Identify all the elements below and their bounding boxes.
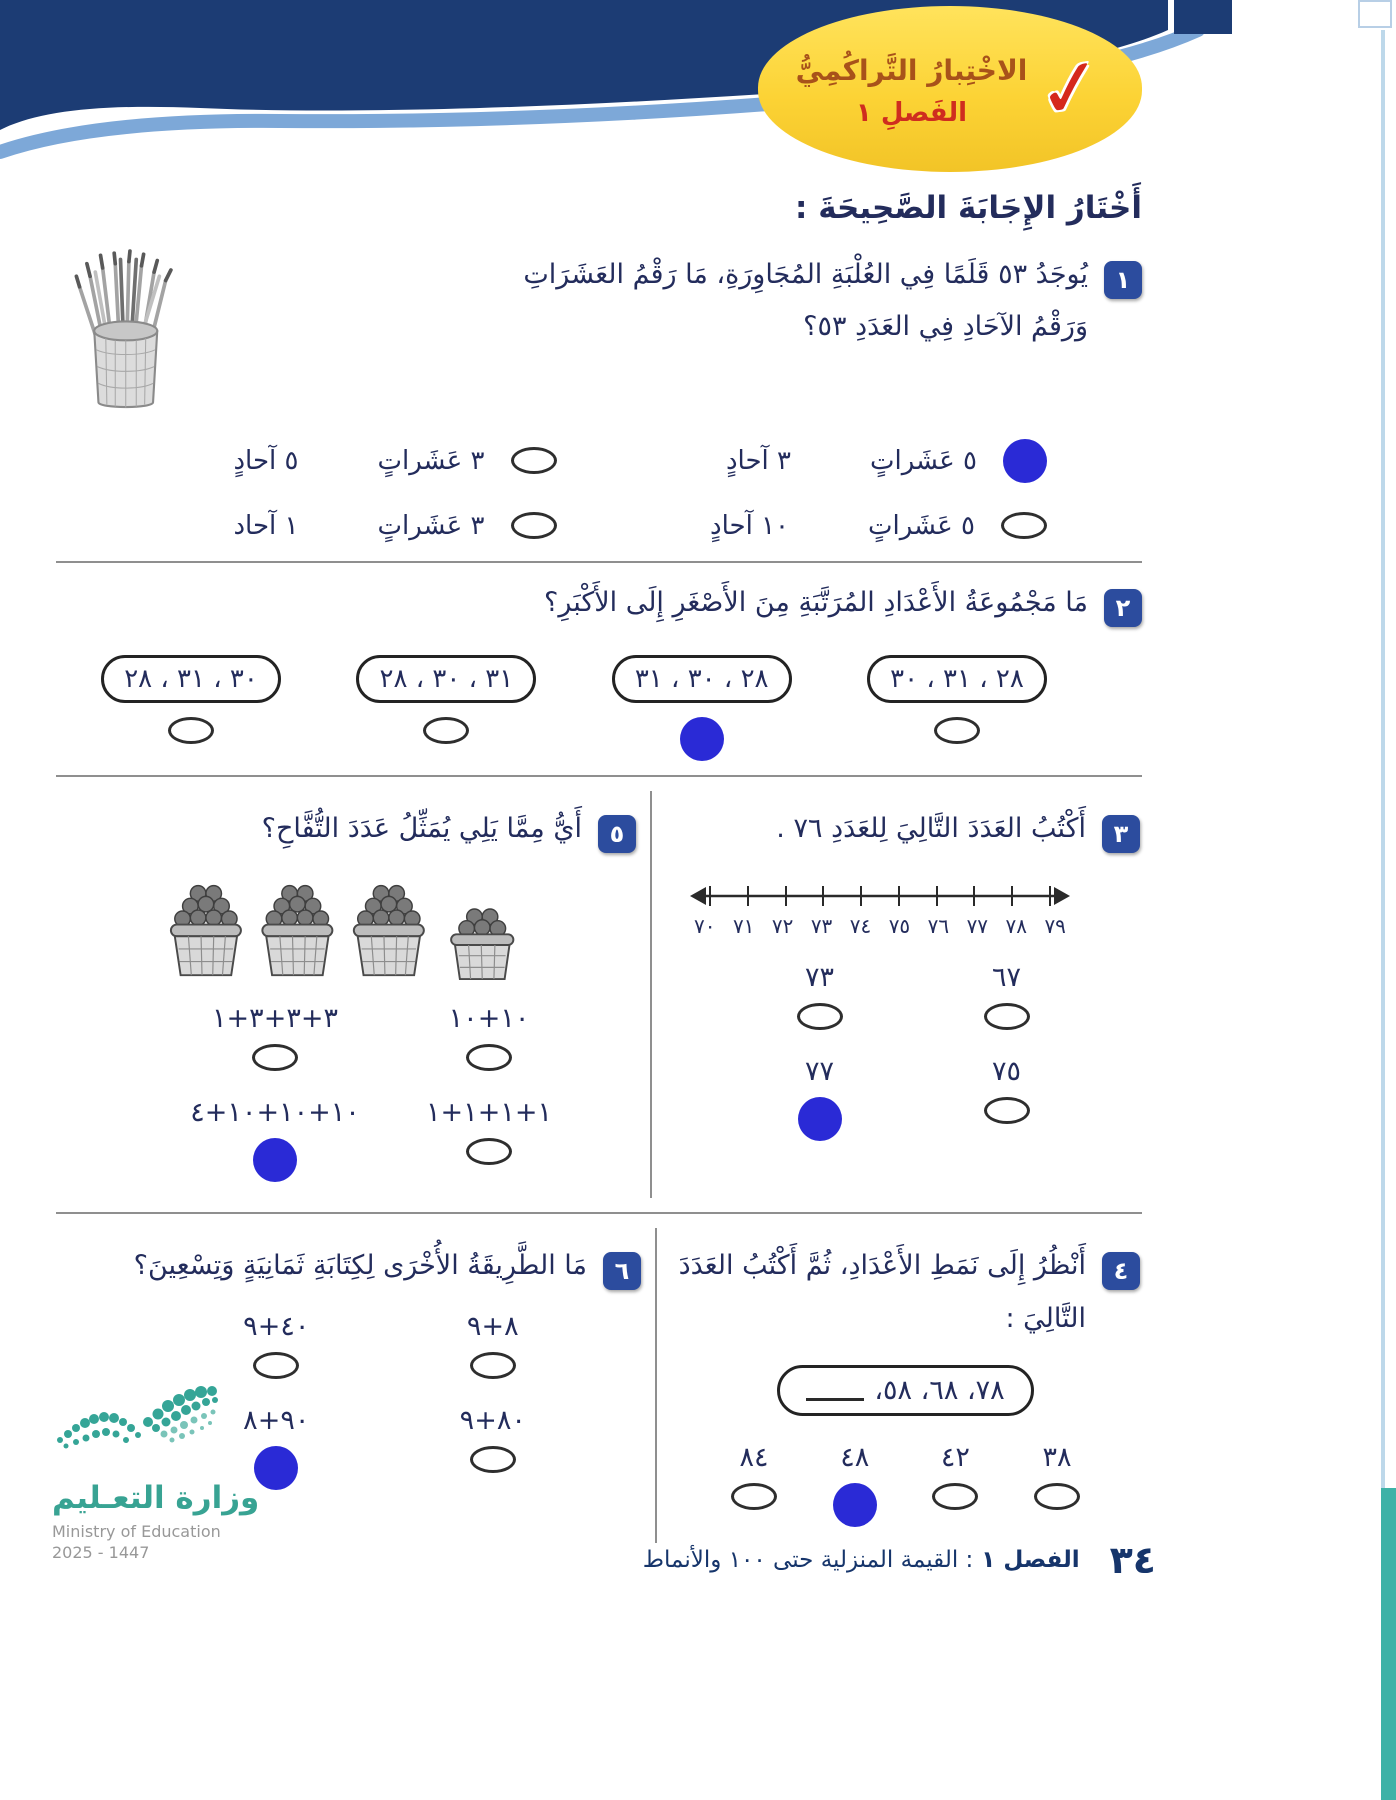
answer-option [426,1097,552,1182]
section-divider [56,561,1142,563]
answer-option [66,511,557,541]
option-label: ٩٠+٨ [243,1404,310,1436]
question-4-text: أَنْظُرُ إِلَى نَمَطِ الأَعْدَادِ، ثُمَّ أَكْتُبُ العَدَدَ التَّالِيَ : [678,1249,1086,1334]
option-label: ٣٨ [1042,1442,1072,1474]
answer-option [984,1056,1030,1141]
number-line-label: ٧٢ [771,913,794,938]
question-3-text: أَكْتُبُ العَدَدَ التَّالِيَ لِلعَدَدِ ٧٦ . [776,813,1086,845]
answer-radio[interactable] [731,1483,777,1510]
answer-radio[interactable] [932,1483,978,1510]
number-line-label: ٧٥ [888,913,911,938]
question-4 [657,1228,1142,1543]
answer-option [557,511,1048,541]
answer-radio[interactable] [797,1003,843,1030]
corner-tab [1358,0,1392,28]
answer-option [101,655,281,761]
answer-option [612,655,792,761]
option-pill: ٢٨ ، ٣١ ، ٣٠ [867,655,1047,703]
answer-radio[interactable] [252,1044,298,1071]
question-5-text: أَيُّ مِمَّا يَلِي يُمَثِّلُ عَدَدَ التُّفَّاحِ؟ [261,813,582,845]
answer-radio[interactable] [466,1044,512,1071]
middle-section [56,791,1142,1198]
option-pill: ٣١ ، ٣٠ ، ٢٨ [356,655,536,703]
page-number: ٣٤ [1109,1538,1156,1582]
option-tens-label: ٥ عَشَراتٍ [870,445,977,476]
answer-option [932,1442,978,1527]
answer-option [460,1405,526,1490]
question-2-number-badge: ٢ [1104,589,1142,627]
apple-baskets-image [58,870,636,985]
number-line-label: ٧٤ [849,913,872,938]
answer-radio[interactable] [511,447,557,474]
question-5-options [168,1003,596,1182]
question-2-options [101,655,1047,761]
number-line-label: ٧٧ [966,913,989,938]
question-1-options [66,439,1047,541]
option-label: ١+١+١+١ [426,1096,552,1128]
question-6-text: مَا الطَّرِيقَةُ الأُخْرَى لِكِتَابَةِ ثَمَانِيَةٍ وَتِسْعِينَ؟ [133,1249,587,1281]
answer-radio[interactable] [511,512,557,539]
page-edge-line [1381,30,1385,1488]
answer-radio[interactable] [168,717,214,744]
option-label: ٤٠+٩ [243,1310,310,1342]
option-pill: ٢٨ ، ٣٠ ، ٣١ [612,655,792,703]
option-label: ٦٧ [992,961,1022,993]
option-tens-label: ٥ عَشَراتٍ [868,510,975,541]
question-3 [652,791,1142,1198]
option-label: ١٠+١٠ [448,1002,530,1034]
option-label: ٤٢ [940,1442,970,1474]
number-line-labels [680,914,1080,938]
answer-option [449,1003,530,1071]
answer-option [557,439,1048,483]
option-tens-label: ٣ عَشَراتٍ [377,510,485,541]
answer-option [212,1003,338,1071]
option-label: ٨+٩ [466,1310,519,1342]
pattern-numbers: ٧٨، ٦٨، ٥٨، [874,1375,1005,1407]
cumulative-test-badge [758,6,1142,172]
answer-radio[interactable] [833,1483,877,1527]
answer-option [467,1311,519,1379]
checkmark-icon: ✓ [1031,37,1111,140]
chapter-title: : القيمة المنزلية حتى ١٠٠ والأنماط [642,1547,974,1573]
question-1-number-badge: ١ [1104,261,1142,299]
section-divider [56,1212,1142,1214]
option-pill: ٣٠ ، ٣١ ، ٢٨ [101,655,281,703]
chapter-label: الفصل ١ [981,1547,1080,1573]
option-ones-label: ١٠ آحادٍ [710,510,789,541]
question-2 [56,577,1142,762]
ministry-name-english: Ministry of Education [52,1522,221,1541]
option-label: ٧٧ [805,1055,835,1087]
question-5 [56,791,650,1198]
pattern-blank[interactable] [806,1381,864,1401]
answer-option [798,1056,842,1141]
number-line-label: ٧٨ [1005,913,1027,938]
number-pattern-box [777,1365,1033,1416]
page-edge-teal-strip [1381,1488,1396,1800]
answer-radio[interactable] [1001,512,1047,539]
answer-radio[interactable] [680,717,724,761]
number-line-label: ٧٦ [927,913,950,938]
question-2-text: مَا مَجْمُوعَةُ الأَعْدَادِ المُرَتَّبَةِ مِنَ الأَصْغَرِ إِلَى الأَكْبَرِ؟ [543,586,1088,618]
option-label: ٣+٣+٣+١ [212,1002,338,1034]
option-label: ٨٠+٩ [459,1404,526,1436]
column-divider [655,1228,657,1543]
answer-option [190,1097,359,1182]
answer-radio[interactable] [470,1352,516,1379]
answer-option [1034,1442,1080,1527]
ministry-name-arabic: وزارة التعـليم [52,1480,260,1516]
answer-option [867,655,1047,761]
option-ones-label: ٣ آحادٍ [725,445,791,476]
number-line-label: ٧١ [732,913,755,938]
answer-option [731,1442,777,1527]
number-line-label: ٧٣ [810,913,833,938]
answer-radio[interactable] [466,1138,512,1165]
option-label: ٨٤ [739,1442,769,1474]
question-3-options [726,962,1100,1141]
option-label: ٧٥ [992,1055,1022,1087]
option-label: ١٠+١٠+١٠+٤ [190,1096,360,1128]
question-1 [56,249,1142,541]
page-content [56,182,1142,1543]
section-divider [56,775,1142,777]
answer-option [66,439,557,483]
ministry-year: 2025 - 1447 [52,1543,150,1562]
answer-option [797,962,843,1030]
number-line-label: ٧٩ [1044,913,1066,938]
answer-option [833,1442,877,1527]
question-4-options [731,1442,1080,1527]
option-label: ٤٨ [840,1442,870,1474]
number-line [680,878,1080,938]
answer-radio[interactable] [984,1003,1030,1030]
corner-navy-box [1174,0,1232,34]
instruction-text: أَخْتَارُ الإِجَابَةَ الصَّحِيحَةَ : [795,190,1142,226]
number-line-label: ٧٠ [694,913,716,938]
option-label: ٧٣ [805,961,835,993]
ministry-logo-block [52,1362,262,1562]
answer-radio[interactable] [470,1446,516,1473]
answer-radio[interactable] [1034,1483,1080,1510]
answer-option [356,655,536,761]
question-5-number-badge: ٥ [598,815,636,853]
answer-radio[interactable] [423,717,469,744]
column-divider [650,791,652,1198]
question-1-text: يُوجَدُ ٥٣ قَلَمًا فِي العُلْبَةِ المُجَاوِرَةِ، مَا رَقْمُ العَشَرَاتِ وَرَقْمُ الآحَادِ فِي العَدَدِ ٥٣؟ [523,258,1088,343]
question-6-number-badge: ٦ [603,1252,641,1290]
answer-option [984,962,1030,1030]
answer-radio[interactable] [934,717,980,744]
pencil-cup-image [56,249,206,417]
page-footer [643,1538,1156,1582]
answer-radio[interactable] [798,1097,842,1141]
ministry-logo-dots [52,1362,222,1472]
answer-radio[interactable] [253,1138,297,1182]
badge-title: الاخْتِبارُ التَّراكُمِيُّ [795,54,1028,87]
option-ones-label: ١ آحاد [233,510,299,541]
question-3-number-badge: ٣ [1102,815,1140,853]
chapter-footer-text [643,1547,1080,1573]
answer-radio[interactable] [1003,439,1047,483]
question-4-number-badge: ٤ [1102,1252,1140,1290]
answer-radio[interactable] [984,1097,1030,1124]
option-tens-label: ٣ عَشَراتٍ [377,445,485,476]
badge-subtitle: الفَصلِ ١ [855,98,968,128]
option-ones-label: ٥ آحادٍ [233,445,299,476]
